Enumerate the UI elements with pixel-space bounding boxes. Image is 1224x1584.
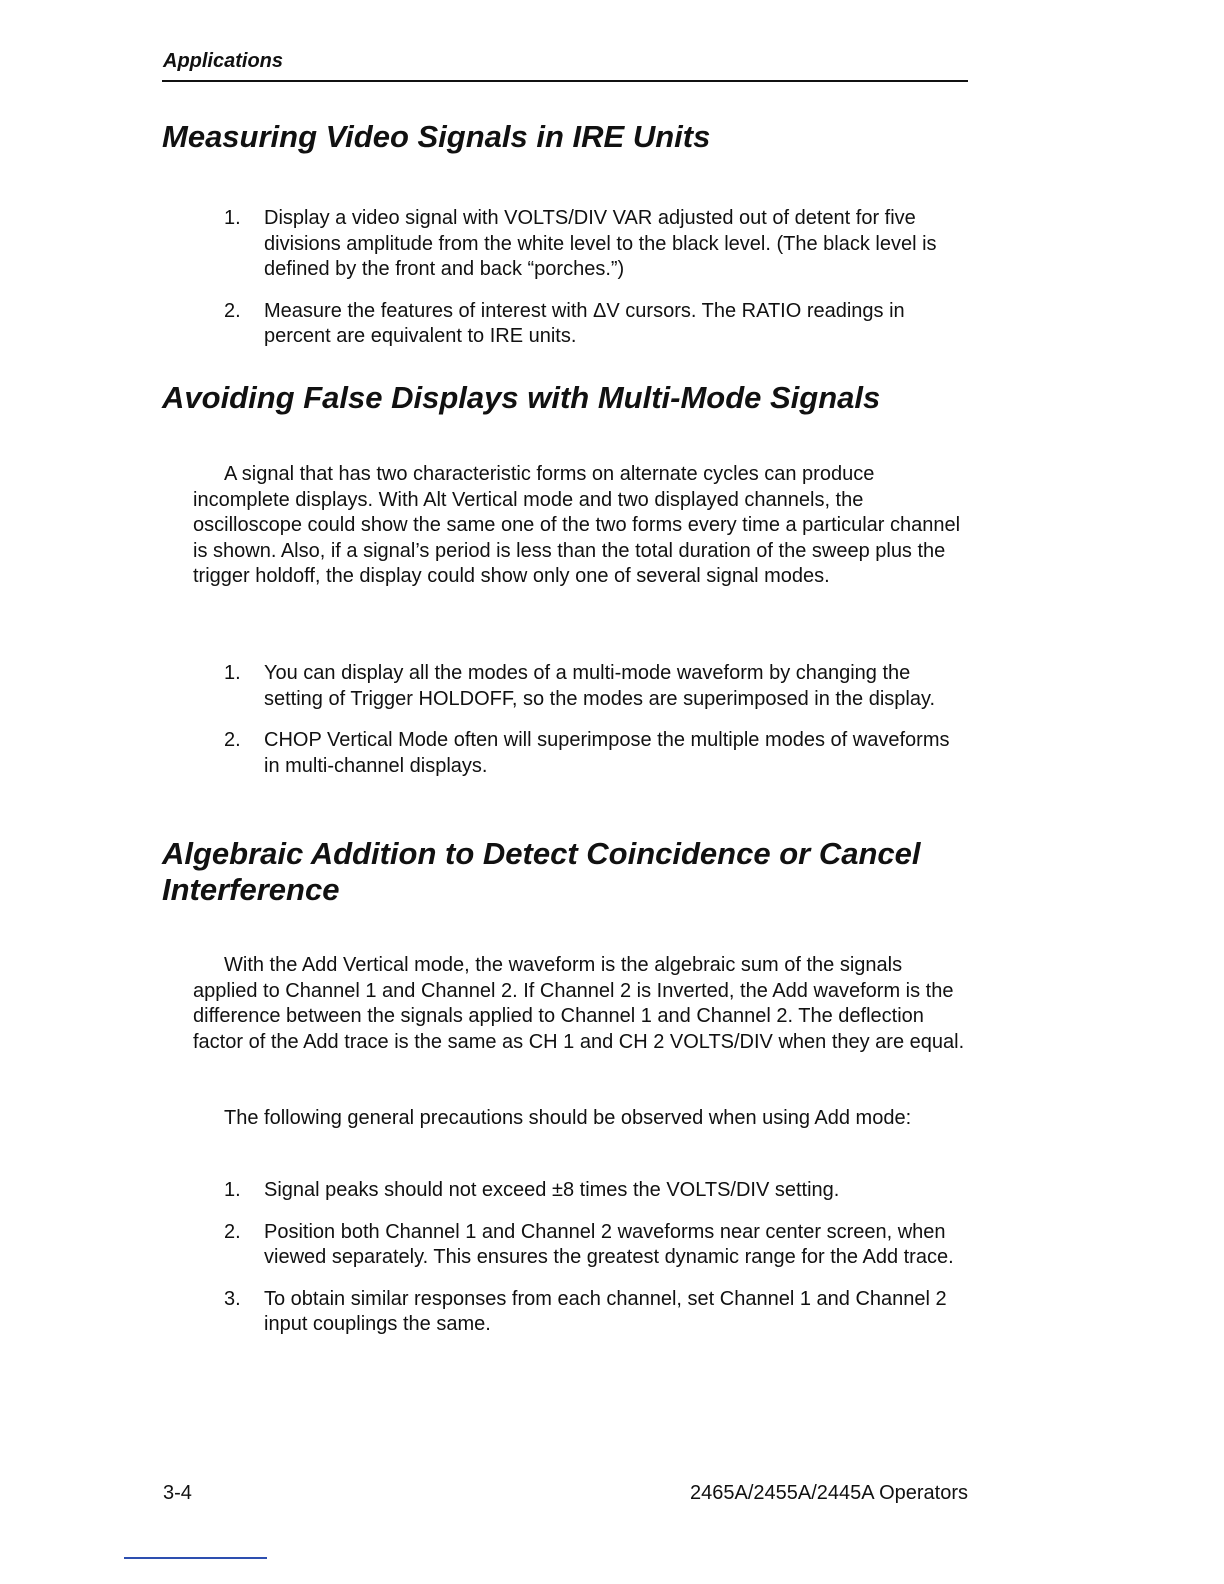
section-title-ire: Measuring Video Signals in IRE Units [162, 119, 711, 154]
paragraph-false-displays: A signal that has two characteristic forms on alternate cycles can produce incomplete displays. With Alt Vertical mode and two displayed channels, the oscilloscope could show the same one of the two forms every time a particular channel is shown. Also, if a signal’s period is less than the total duration of the sweep plus the trigger holdoff, the display could show only one of several signal modes. [193, 463, 961, 587]
bottom-edge-mark [124, 1557, 267, 1559]
steps-list-precautions [224, 1178, 968, 1354]
step-number: 1. [224, 1179, 241, 1201]
step-text: To obtain similar responses from each channel, set Channel 1 and Channel 2 input couplings the same. [264, 1287, 947, 1335]
step-number: 3. [224, 1287, 241, 1310]
section-title-line: Algebraic Addition to Detect Coincidence or Cancel [162, 836, 921, 871]
step-number: 1. [224, 207, 241, 229]
section-title-false-displays: Avoiding False Displays with Multi-Mode Signals [162, 380, 881, 415]
list-item [224, 1178, 968, 1204]
step-text: CHOP Vertical Mode often will superimpose the multiple modes of waveforms in multi-channel displays. [264, 729, 950, 777]
page-number: 3-4 [163, 1482, 192, 1504]
running-header: Applications [163, 50, 284, 72]
step-text: Display a video signal with VOLTS/DIV VAR adjusted out of detent for five divisions amplitude from the white level to the black level. (The black level is defined by the front and back “porches.”) [264, 207, 937, 280]
paragraph-add-mode: With the Add Vertical mode, the waveform is the algebraic sum of the signals applied to Channel 1 and Channel 2. If Channel 2 is Inverted, the Add waveform is the difference between the signals applied to Channel 1 and Channel 2. The deflection factor of the Add trace is the same as CH 1 and CH 2 VOLTS/DIV when they are equal. [193, 954, 965, 1053]
section-title-line: Interference [162, 872, 340, 907]
step-number: 2. [224, 729, 241, 751]
steps-list-ire [224, 206, 968, 366]
paragraph-precautions-intro: The following general precautions should be observed when using Add mode: [224, 1107, 912, 1129]
section-title-algebraic-addition [162, 836, 920, 908]
manual-title: 2465A/2455A/2445A Operators [690, 1482, 968, 1504]
step-text: Signal peaks should not exceed ±8 times the VOLTS/DIV setting. [264, 1179, 840, 1201]
list-item [224, 1287, 968, 1338]
step-number: 2. [224, 1220, 241, 1243]
step-text: Measure the features of interest with ΔV cursors. The RATIO readings in percent are equivalent to IRE units. [264, 299, 905, 347]
step-number: 1. [224, 662, 241, 684]
step-number: 2. [224, 299, 241, 322]
list-item [224, 299, 968, 350]
step-text: You can display all the modes of a multi-mode waveform by changing the setting of Trigger HOLDOFF, so the modes are superimposed in the display. [264, 662, 936, 710]
step-text: Position both Channel 1 and Channel 2 waveforms near center screen, when viewed separately. This ensures the greatest dynamic range for the Add trace. [264, 1220, 954, 1268]
list-item [224, 1220, 968, 1271]
header-rule [162, 80, 968, 82]
list-item [224, 661, 968, 712]
steps-list-false-displays [224, 661, 968, 795]
list-item [224, 206, 968, 283]
list-item [224, 728, 968, 779]
